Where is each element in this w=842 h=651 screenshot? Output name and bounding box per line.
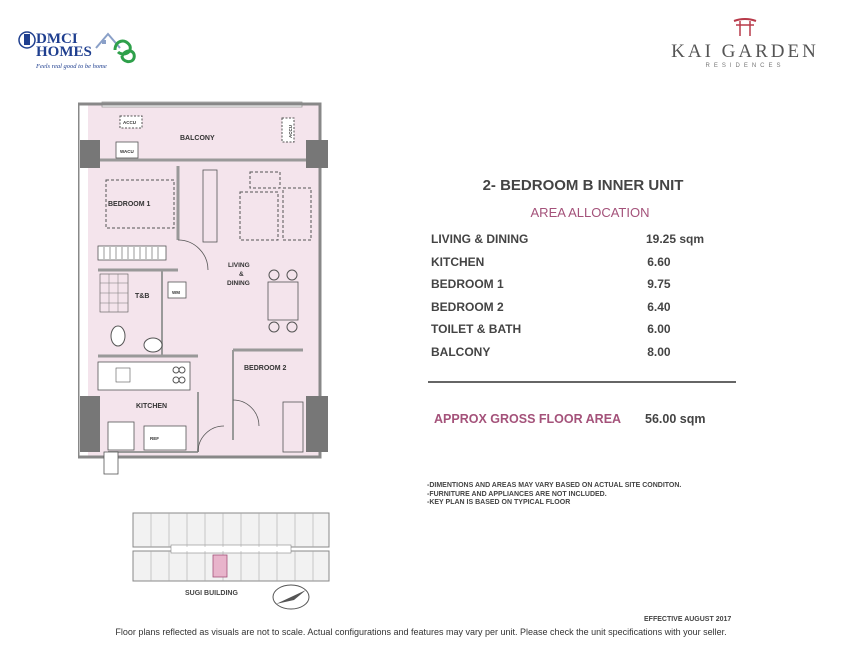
dmci-homes-logo — [18, 26, 138, 74]
kitchen-counter — [98, 362, 190, 390]
area-row-value: 8.00 — [647, 344, 671, 359]
footer-disclaimer: Floor plans reflected as visuals are not to scale. Actual configurations and features may vary per unit. Please check the unit specifications with your seller. — [115, 627, 727, 637]
floor-plan — [78, 100, 340, 492]
area-row-label: BEDROOM 2 — [431, 299, 504, 314]
label-kitchen: KITCHEN — [136, 403, 168, 410]
area-row — [431, 232, 736, 255]
area-row-value: 6.40 — [647, 299, 671, 314]
bedroom1-wardrobe — [98, 246, 166, 260]
label-balcony: BALCONY — [180, 135, 215, 142]
label-tb: T&B — [135, 293, 150, 300]
area-row-label: BALCONY — [431, 344, 491, 359]
area-row-label: TOILET & BATH — [431, 322, 522, 336]
kai-garden-logo — [655, 18, 835, 70]
unit-location-highlight — [213, 555, 227, 577]
label-bedroom2: BEDROOM 2 — [244, 365, 287, 372]
area-row-value: 9.75 — [647, 277, 671, 291]
area-allocation-table — [431, 232, 736, 367]
torii-gate-icon — [733, 18, 757, 36]
note-line: -KEY PLAN IS BASED ON TYPICAL FLOOR — [427, 499, 571, 506]
toilet-icon — [111, 326, 125, 346]
area-allocation-heading: AREA ALLOCATION — [530, 205, 650, 220]
area-row — [431, 277, 736, 300]
disclaimer-notes — [427, 482, 681, 508]
gross-floor-area-label: APPROX GROSS FLOOR AREA — [434, 412, 622, 426]
key-plan-building-label: SUGI BUILDING — [185, 590, 238, 597]
sink-icon — [144, 338, 162, 352]
area-row — [431, 300, 736, 323]
kai-garden-subtitle: RESIDENCES — [705, 63, 785, 69]
label-ref: REF — [150, 436, 159, 441]
area-row-value: 19.25 sqm — [646, 232, 705, 246]
area-row-label: KITCHEN — [431, 254, 485, 269]
dmci-tagline: Feels real good to be home — [36, 63, 107, 70]
label-living: LIVING — [228, 262, 250, 269]
label-wm: WM — [172, 290, 180, 295]
area-row-value: 6.60 — [647, 254, 671, 269]
effective-date: EFFECTIVE AUGUST 2017 — [644, 616, 732, 623]
label-wacu: WACU — [120, 149, 134, 154]
note-line: -DIMENTIONS AND AREAS MAY VARY BASED ON ACTUAL SITE CONDITON. — [427, 482, 682, 489]
note-line: -FURNITURE AND APPLIANCES ARE NOT INCLUDED. — [427, 490, 607, 498]
area-row — [431, 322, 736, 345]
area-row-value: 6.00 — [647, 322, 671, 336]
area-row — [431, 255, 736, 278]
area-row-label: BEDROOM 1 — [431, 277, 504, 291]
label-accu-left: ACCU — [123, 120, 136, 125]
kai-garden-title: KAI GARDEN — [671, 41, 819, 62]
area-row — [431, 345, 736, 368]
dmci-wordmark: DMCI HOMES — [36, 31, 92, 60]
divider — [428, 381, 736, 383]
north-arrow-icon — [270, 582, 312, 612]
unit-title: 2- BEDROOM B INNER UNIT — [482, 177, 684, 194]
key-plan — [131, 507, 331, 591]
gross-floor-area-value: 56.00 sqm — [645, 412, 706, 426]
area-row-label: LIVING & DINING — [431, 232, 529, 246]
label-ampersand: & — [239, 271, 244, 278]
label-bedroom1: BEDROOM 1 — [108, 201, 151, 208]
label-accu-right: ACCU — [288, 125, 293, 138]
label-dining: DINING — [227, 280, 250, 287]
